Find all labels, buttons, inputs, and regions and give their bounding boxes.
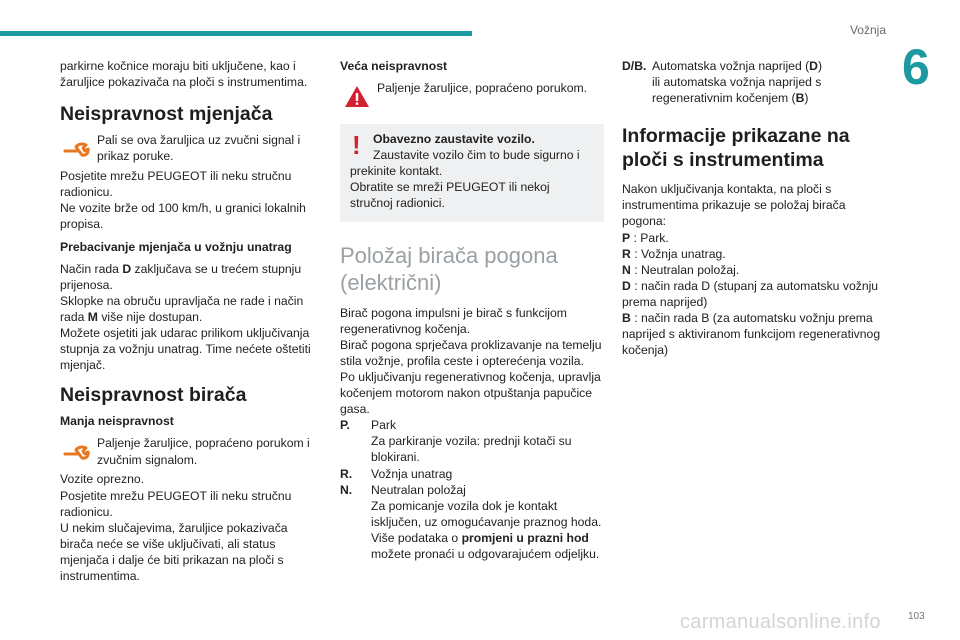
- gearbox-advice: Posjetite mrežu PEUGEOT ili neku stručnu radionicu. Ne vozite brže od 100 km/h, u granici lokalnih propisa.: [60, 169, 306, 232]
- header-accent-bar: [0, 31, 472, 36]
- position-item: P : Park.: [622, 230, 669, 245]
- gearbox-warning-row: [60, 132, 322, 168]
- minor-warning-row: [60, 435, 322, 471]
- stop-vehicle-warning-box: [340, 124, 604, 221]
- exclamation-icon: !: [352, 130, 361, 161]
- minor-advice: Vozite oprezno. Posjetite mrežu PEUGEOT ili neku stručnu radionicu. U nekim slučajevima, žaruljice pokazivača birača neće se više uključivati, ali status mjenjača i dalje će biti prikazan na ploči s instrumentima.: [60, 472, 292, 583]
- warning-triangle-icon: [340, 80, 373, 113]
- section-title: Vožnja: [849, 23, 886, 37]
- warning-line: Zaustavite vozilo čim to bude sigurno i prekinite kontakt.: [350, 148, 580, 179]
- column-1: [60, 58, 322, 584]
- heading-reverse: Prebacivanje mjenjača u vožnju unatrag: [60, 239, 292, 254]
- warning-text: Obratite se mreži PEUGEOT ili nekoj stručnoj radionici.: [350, 180, 550, 211]
- heading-gearbox-fault: Neispravnost mjenjača: [60, 103, 273, 126]
- wrench-icon: [60, 132, 93, 165]
- gearbox-warning-text: Pali se ova žaruljica uz zvučni signal i prikaz poruke.: [97, 133, 301, 164]
- def-park: P. Park Za parkiranje vozila: prednji kotači su blokirani.: [340, 418, 572, 465]
- heading-major-fault: Veća neispravnost: [340, 59, 448, 73]
- column-2: [340, 58, 604, 562]
- minor-warning-text: Paljenje žaruljice, popraćeno porukom i zvučnim signalom.: [97, 436, 310, 467]
- def-reverse: R. Vožnja unatrag: [340, 466, 453, 481]
- wrench-icon: [60, 435, 93, 468]
- major-warning-text: Paljenje žaruljice, popraćeno porukom.: [377, 81, 588, 96]
- warning-title: Obavezno zaustavite vozilo.: [373, 132, 535, 147]
- heading-selector-position: Položaj birača pogona (električni): [340, 242, 558, 295]
- heading-minor-fault: Manja neispravnost: [60, 414, 174, 429]
- intro-paragraph: parkirne kočnice moraju biti uključene, kao i žaruljice pokazivača na ploči s instrumentima.: [60, 59, 308, 90]
- major-warning-row: [340, 80, 604, 120]
- position-item: D : način rada D (stupanj za automatsku vožnju prema naprijed): [622, 278, 879, 309]
- position-item: R : Vožnja unatrag.: [622, 246, 726, 261]
- column-3: [622, 58, 884, 358]
- instrument-positions: [622, 230, 884, 359]
- instrument-intro: Nakon uključivanja kontakta, na ploči s instrumentima prikazuje se položaj birača pogona:: [622, 182, 846, 229]
- heading-instrument-info: Informacije prikazane na ploči s instrumentima: [622, 125, 850, 172]
- def-neutral: N. Neutralan položaj Za pomicanje vozila dok je kontakt isključen, uz omogućavanje praznog hoda. Više podataka o promjeni u prazni hod možete pronaći u odgovarajućem odjeljku.: [340, 482, 602, 561]
- selector-definitions: [340, 417, 604, 562]
- chapter-number: 6: [902, 39, 930, 95]
- heading-selector-fault: Neispravnost birača: [60, 384, 247, 407]
- position-item: N : Neutralan položaj.: [622, 262, 740, 277]
- position-item: B : način rada B (za automatsku vožnju prema naprijed s aktiviranom funkcijom regenerativnog kočenja): [622, 311, 881, 358]
- reverse-paragraph: Način rada D zaključava se u trećem stupnju prijenosa. Sklopke na obruču upravljača ne rade i način rada M više nije dostupan. Možete osjetiti jak udarac prilikom uključivanja stupnja za vožnju unatrag. Time nećete oštetiti mjenjač.: [60, 261, 311, 373]
- selector-intro: Birač pogona impulsni je birač s funkcijom regenerativnog kočenja. Birač pogona sprječava proklizavanje na temelju stila vožnje, profila ceste i opterećenja vozila. Po uključivanju regenerativnog kočenja, upravlja kočenjem motorom nakon otpuštanja papučice gasa.: [340, 305, 602, 417]
- watermark: carmanualsonline.info: [680, 611, 881, 633]
- page-number: 103: [908, 611, 925, 622]
- def-drive: D/B. Automatska vožnja naprijed (D) ili automatska vožnja naprijed s regenerativnim kočenjem (B): [622, 59, 823, 106]
- neutral-link[interactable]: promjeni u prazni hod: [461, 530, 589, 545]
